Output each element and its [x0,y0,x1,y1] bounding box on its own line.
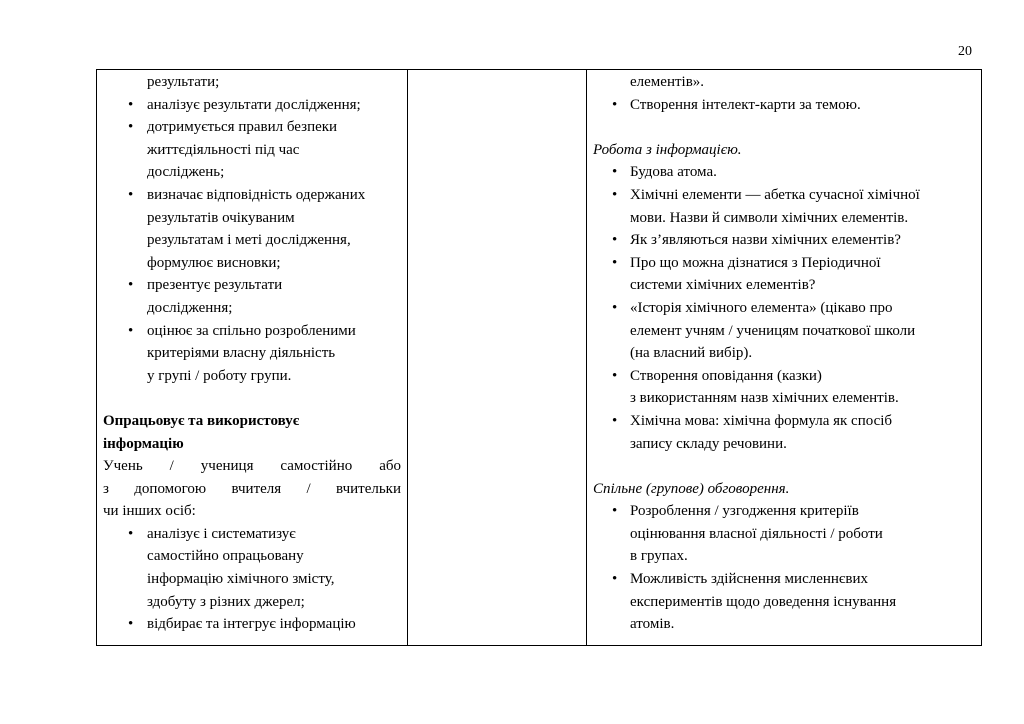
heading-line: Опрацьовує та використовує [103,412,300,429]
list-item-line: у групі / роботу групи. [147,367,292,384]
activities-cell [587,70,982,646]
list-item-line: • оцінює за спільно розробленими [147,322,356,339]
list-item [593,297,971,365]
list-item-line: • презентує результати [147,277,283,294]
list-item-line: • Як з’являються назви хімічних елементів? [630,232,901,249]
outcomes-list-bottom [103,523,401,636]
list-item [593,229,971,252]
list-item [593,410,971,455]
list-item [103,94,401,117]
curriculum-table [96,69,982,646]
list-item-line: досліджень; [147,164,225,181]
list-item-line: з використанням назв хімічних елементів. [630,390,899,407]
list-item-line: самостійно опрацьовану [147,548,304,565]
list-item [593,365,971,410]
outcomes-heading [103,410,401,455]
list-item [593,568,971,636]
list-item [593,94,971,117]
paragraph-line: з допомогою вчителя / вчительки [103,480,401,497]
activities-list-bottom [593,500,971,636]
list-item-line: системи хімічних елементів? [630,277,816,294]
page-number: 20 [958,44,972,59]
list-item-line: • аналізує і систематизує [147,525,296,542]
list-item [103,274,401,319]
outcomes-cell [97,70,408,646]
list-item [593,71,971,94]
section-heading-discussion: Спільне (групове) обговорення. [593,480,790,497]
list-item-line: інформацію хімічного змісту, [147,571,335,588]
list-item [103,71,401,94]
list-item-line: дослідження; [147,299,233,316]
outcomes-list-top [103,71,401,387]
list-item [593,184,971,229]
list-item-line: • Розроблення / узгодження критеріїв [630,503,859,520]
list-item-line: мови. Назви й символи хімічних елементів. [630,209,909,226]
list-item-line: атомів. [630,616,675,633]
list-item [103,184,401,274]
list-item-line: (на власний вибір). [630,345,753,362]
list-item-line: • відбирає та інтегрує інформацію [147,616,356,633]
list-item-line: здобуту з різних джерел; [147,593,305,610]
activities-list-top [593,71,971,116]
section-heading-information: Робота з інформацією. [593,141,742,158]
list-item [103,320,401,388]
list-item [593,252,971,297]
heading-line: інформацію [103,435,184,452]
paragraph-line: Учень / учениця самостійно або [103,458,401,475]
list-item [103,116,401,184]
list-item-line: оцінювання власної діяльності / роботи [630,525,883,542]
list-item-line: • «Історія хімічного елемента» (цікаво про [630,299,893,316]
list-item-line: • аналізує результати дослідження; [147,96,361,113]
list-item-line: • Хімічні елементи — абетка сучасної хімічної [630,186,920,203]
list-item [593,500,971,568]
list-item-line: формулює висновки; [147,254,281,271]
list-item-line: • визначає відповідність одержаних [147,186,366,203]
list-item-line: результатам і меті дослідження, [147,232,351,249]
list-item-line: • Можливість здійснення мисленнєвих [630,571,868,588]
activities-list-mid [593,161,971,455]
list-item-line: • дотримується правил безпеки [147,119,338,136]
list-item-line: життєдіяльності під час [147,141,300,158]
list-item-line: в групах. [630,548,688,565]
list-item-line: критеріями власну діяльність [147,345,336,362]
list-item-line: результати; [147,74,220,90]
list-item [103,613,401,636]
list-item-line: запису складу речовини. [630,435,787,452]
table-row [97,70,982,646]
list-item-line: елемент учням / ученицям початкової школи [630,322,916,339]
outcomes-paragraph [103,455,401,523]
list-item-line: • Створення оповідання (казки) [630,367,822,384]
paragraph-line: чи інших осіб: [103,503,196,520]
list-item [593,161,971,184]
list-item-line: експериментів щодо доведення існування [630,593,897,610]
list-item-line: елементів». [630,74,705,90]
list-item-line: • Створення інтелект-карти за темою. [630,96,861,113]
list-item-line: • Про що можна дізнатися з Періодичної [630,254,881,271]
list-item-line: • Хімічна мова: хімічна формула як спосіб [630,412,893,429]
empty-cell [408,70,587,646]
list-item-line: результатів очікуваним [147,209,295,226]
list-item [103,523,401,613]
list-item-line: • Будова атома. [630,164,717,181]
